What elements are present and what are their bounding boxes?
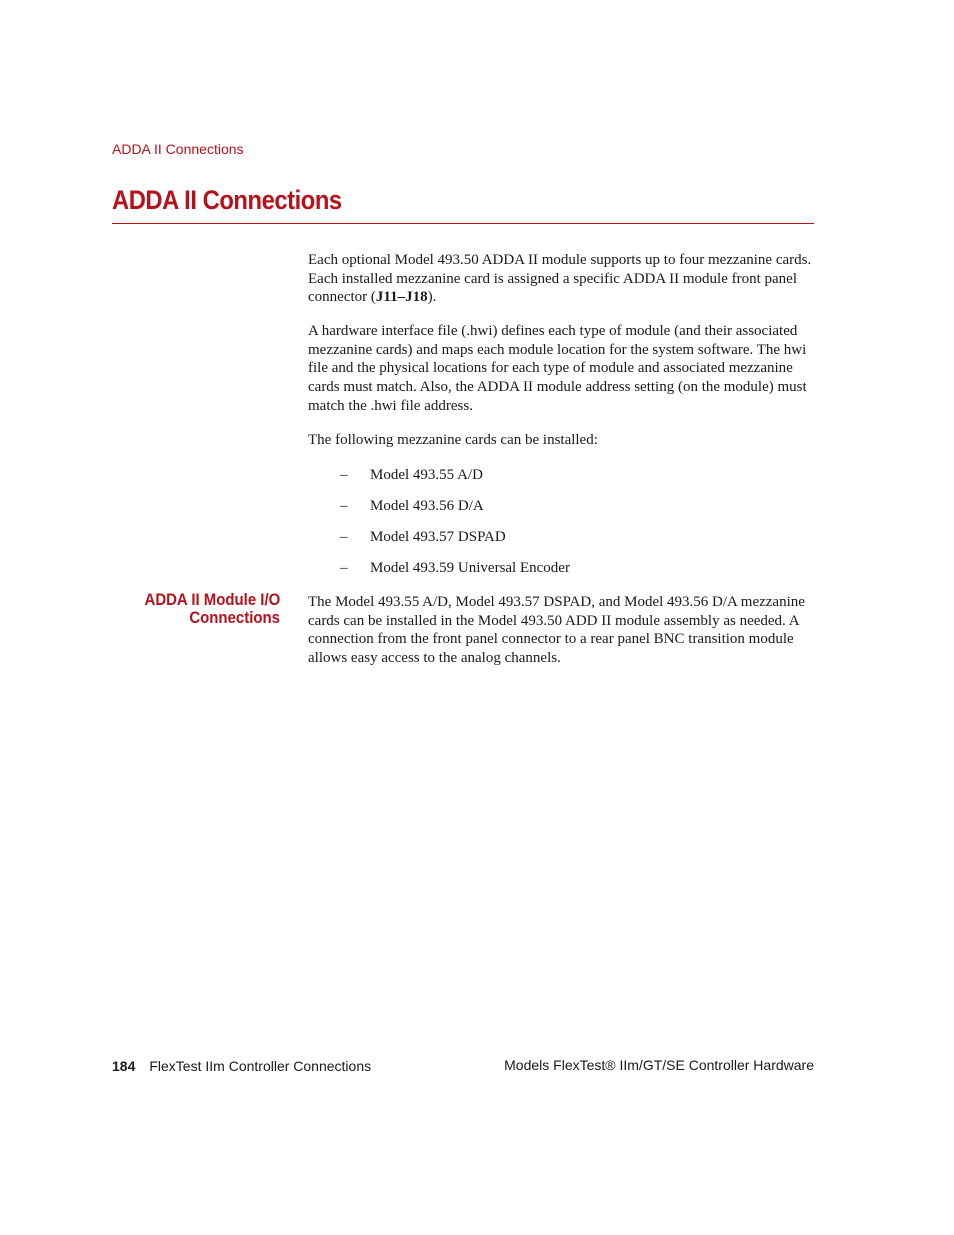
intro-text-start: Each optional Model 493.50 ADDA II module supports up to four mezzanine cards. Each installed mezzanine card is assigned a specific ADDA II module front panel connector ( xyxy=(308,252,812,306)
list-item xyxy=(340,466,483,484)
list-item xyxy=(340,528,506,546)
running-header: ADDA II Connections xyxy=(112,141,244,157)
hwi-paragraph-text: A hardware interface file (.hwi) defines each type of module (and their associated mezzanine cards) and maps each module location for the system software. The hwi file and the physical locations for each type of module and associated mezzanine cards must match. Also, the ADDA II module address setting (on the module) must match the .hwi file address. xyxy=(308,323,807,414)
list-item-label: Model 493.55 A/D xyxy=(370,467,483,483)
list-dash: – xyxy=(340,560,348,576)
intro-text-end: ). xyxy=(427,289,437,306)
hwi-paragraph xyxy=(308,322,814,416)
subsection-paragraph-text: The Model 493.55 A/D, Model 493.57 DSPAD, and Model 493.56 D/A mezzanine cards can be installed in the Model 493.50 ADD II module assembly as needed. A connection from the front panel connector to a rear panel BNC transition module allows easy access to the analog channels. xyxy=(308,594,805,667)
footer-book-title: Models FlexTest® IIm/GT/SE Controller Hardware xyxy=(504,1057,814,1073)
page-title: ADDA II Connections xyxy=(112,185,342,215)
intro-paragraph xyxy=(308,251,814,307)
title-divider xyxy=(112,223,814,224)
list-dash: – xyxy=(340,498,348,514)
list-item-label: Model 493.56 D/A xyxy=(370,498,484,514)
connector-range: J11–J18 xyxy=(375,289,428,306)
list-item-label: Model 493.57 DSPAD xyxy=(370,529,506,545)
list-dash: – xyxy=(340,529,348,545)
list-item xyxy=(340,497,484,515)
page-number: 184 xyxy=(112,1058,136,1074)
footer-chapter: FlexTest IIm Controller Connections xyxy=(149,1058,372,1074)
subsection-heading-line1: ADDA II Module I/O xyxy=(144,590,280,609)
footer-left xyxy=(112,1058,371,1074)
list-intro-text: The following mezzanine cards can be installed: xyxy=(308,432,598,448)
list-dash: – xyxy=(340,467,348,483)
subsection-heading-line2: Connections xyxy=(189,608,280,627)
list-item xyxy=(340,559,570,577)
subsection-paragraph xyxy=(308,593,814,668)
subsection-heading xyxy=(80,591,280,627)
list-item-label: Model 493.59 Universal Encoder xyxy=(370,560,570,576)
list-intro-paragraph xyxy=(308,431,814,450)
